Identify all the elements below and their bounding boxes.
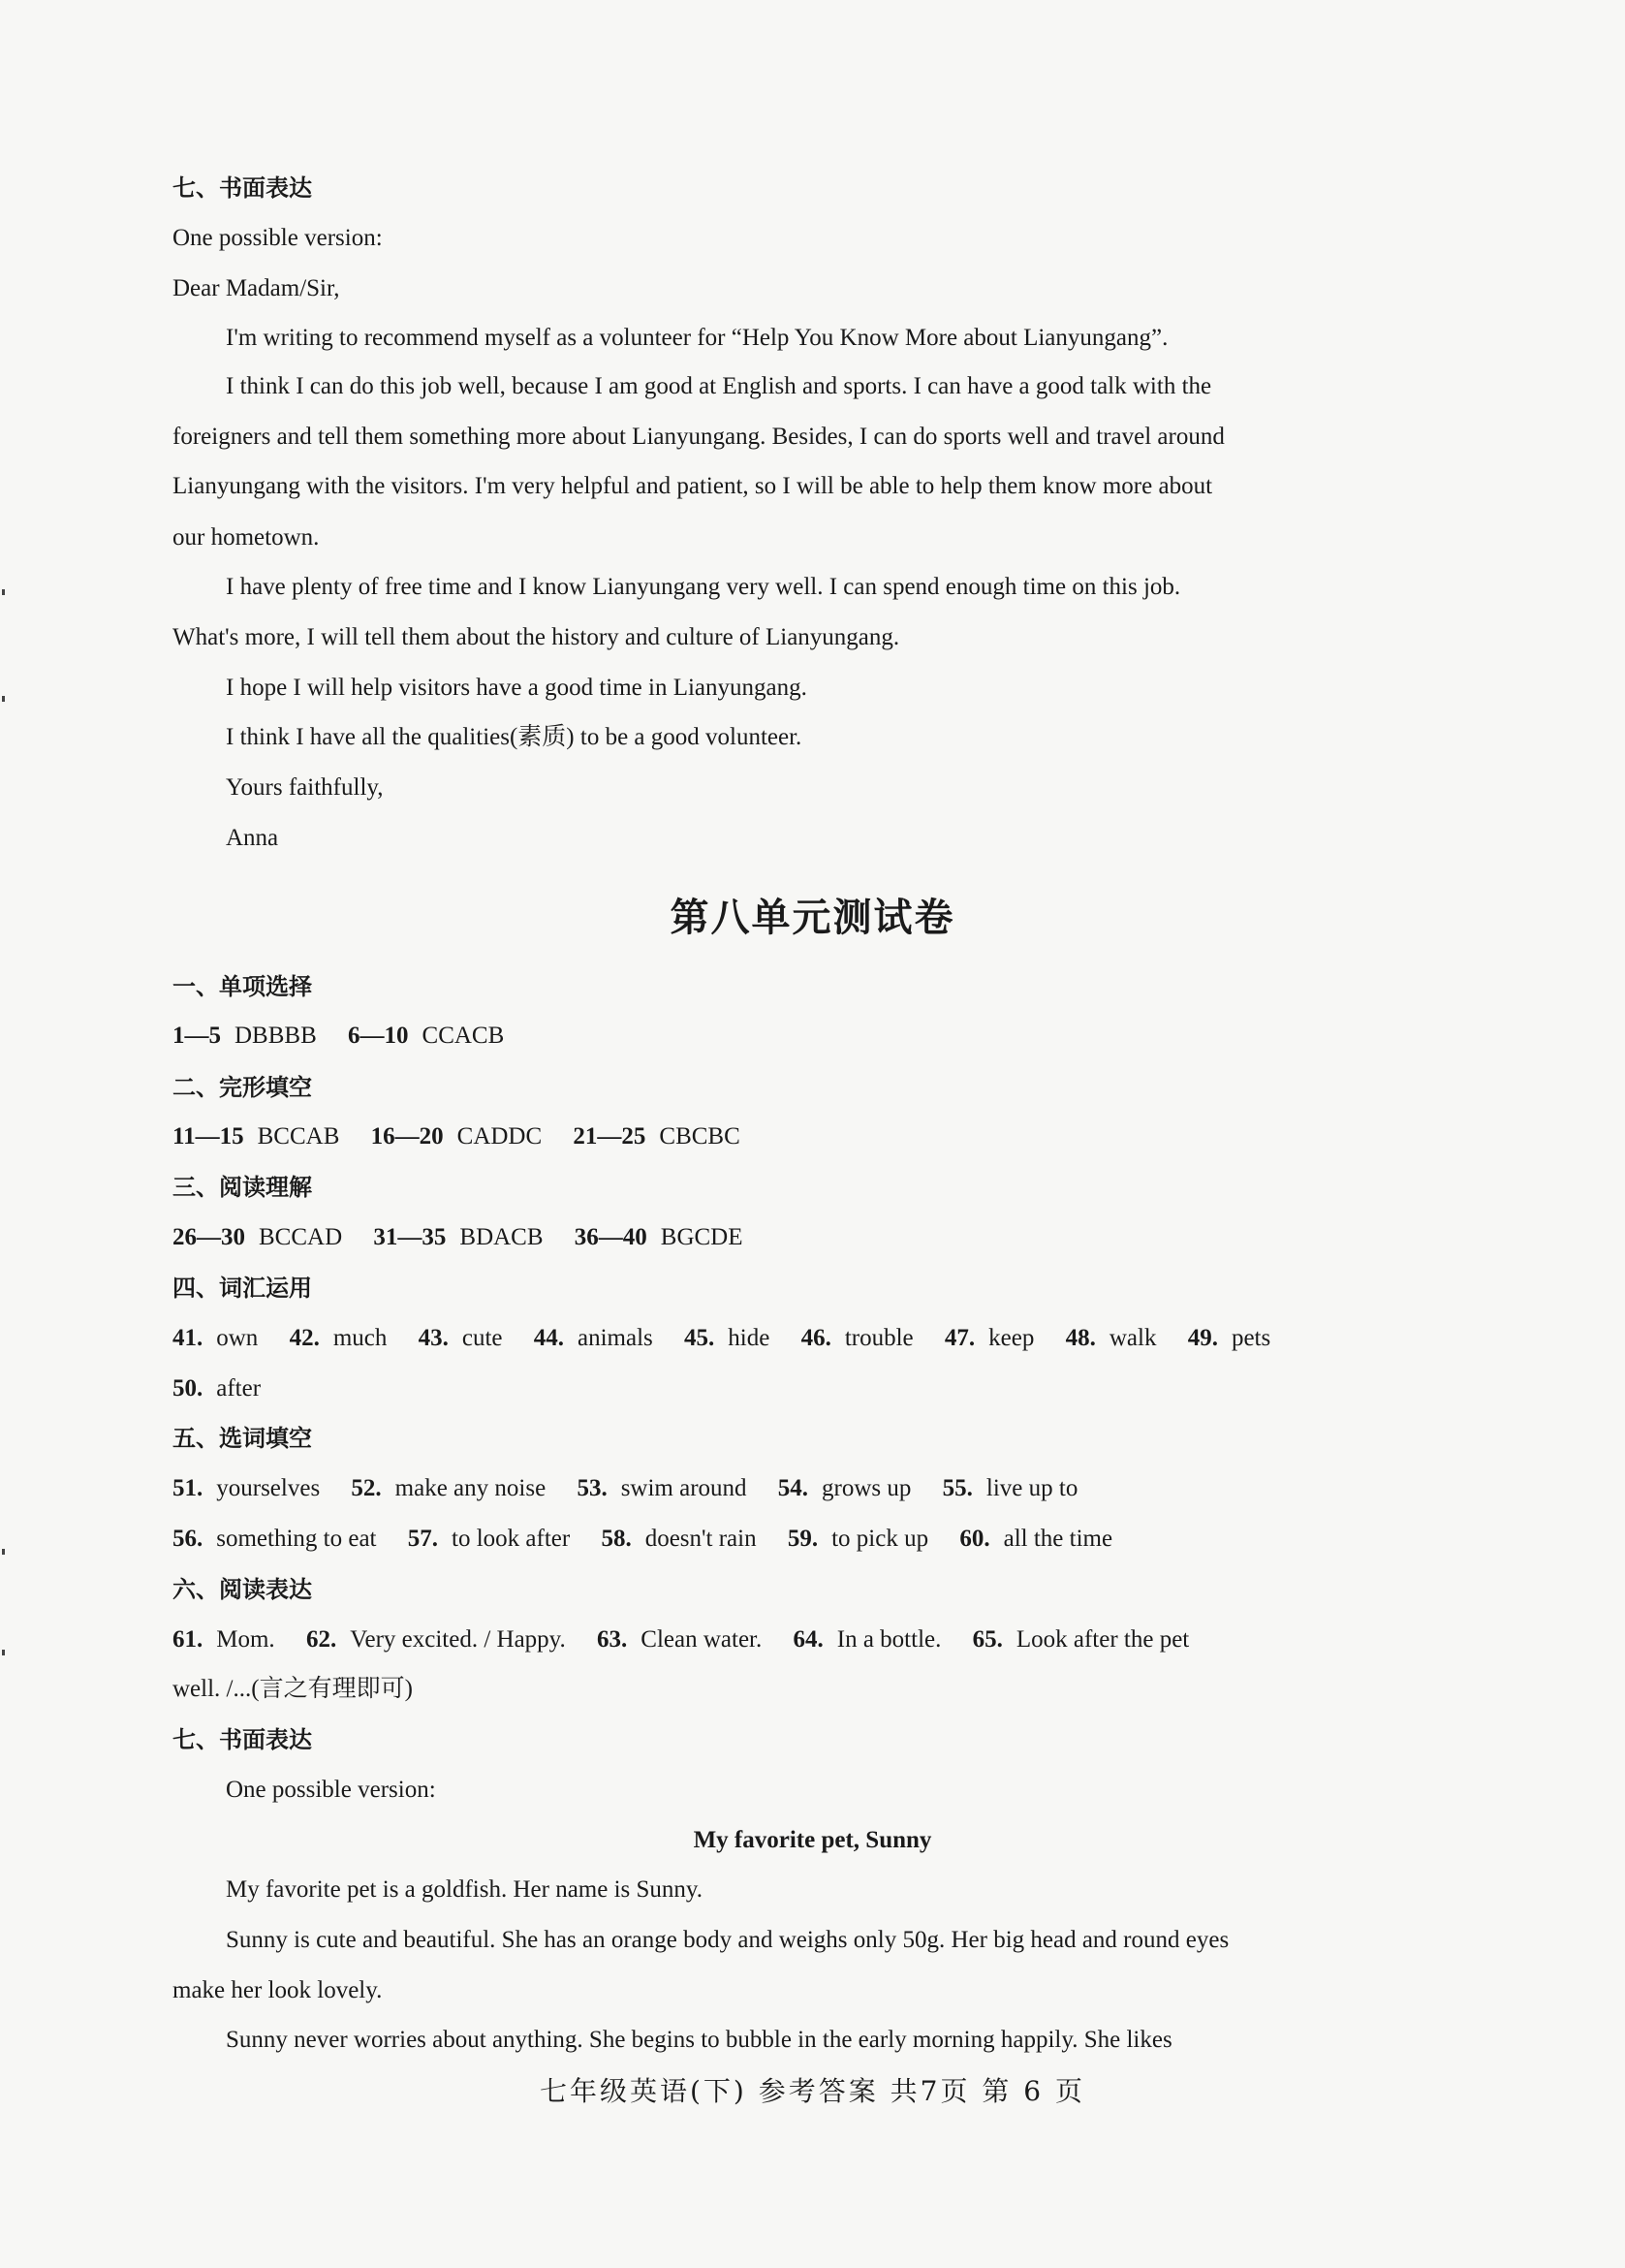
answer-value: to look after [452, 1526, 571, 1552]
answer-number: 21—25 [573, 1123, 646, 1150]
answer-number: 31—35 [373, 1224, 447, 1250]
answer-number: 63. [597, 1626, 628, 1653]
section-heading: 六、阅读表达 [172, 1576, 312, 1603]
answer-number: 55. [942, 1475, 973, 1501]
answer-number: 36—40 [574, 1224, 647, 1250]
answer-value: grows up [822, 1475, 912, 1501]
answer-value: all the time [1003, 1526, 1113, 1552]
answer-value: Look after the pet [1016, 1626, 1190, 1653]
text-line: our hometown. [172, 524, 320, 551]
answer-value: In a bottle. [836, 1626, 942, 1653]
answer-value: cute [461, 1325, 503, 1351]
answer-value: much [332, 1325, 388, 1351]
answer-number: 54. [777, 1475, 809, 1501]
answer-value: live up to [985, 1475, 1078, 1501]
answer-number: 6—10 [348, 1023, 409, 1049]
answer-number: 58. [601, 1526, 632, 1552]
answer-number: 46. [800, 1325, 831, 1351]
text-line: well. /...(言之有理即可) [172, 1676, 413, 1702]
answer-value: DBBBB [234, 1023, 317, 1049]
answer-value: after [216, 1375, 262, 1402]
answer-number: 47. [944, 1325, 976, 1351]
text-line: What's more, I will tell them about the history and culture of Lianyungang. [172, 624, 900, 650]
section-heading: 七、书面表达 [172, 1726, 312, 1753]
text-line: One possible version: [172, 225, 383, 251]
answer-value: BGCDE [660, 1224, 743, 1250]
text-line: make her look lovely. [172, 1977, 383, 2003]
text-line: I think I can do this job well, because I am good at English and sports. I can have a good talk with the [226, 373, 1212, 399]
section-heading: 四、词汇运用 [172, 1275, 312, 1302]
section-heading: 二、完形填空 [172, 1074, 312, 1101]
answer-value: yourselves [216, 1475, 321, 1501]
answer-number: 53. [577, 1475, 608, 1501]
answer-value: animals [578, 1325, 653, 1351]
answer-number: 61. [172, 1626, 203, 1653]
answer-number: 49. [1187, 1325, 1218, 1351]
answer-number: 57. [407, 1526, 438, 1552]
answer-value: make any noise [394, 1475, 547, 1501]
answer-number: 52. [351, 1475, 382, 1501]
text-line: I think I have all the qualities(素质) to be a good volunteer. [226, 724, 802, 750]
text-line: Sunny never worries about anything. She begins to bubble in the early morning happily. She likes [226, 2027, 1172, 2053]
answer-row [172, 1322, 1452, 1355]
answer-number: 59. [787, 1526, 819, 1552]
answer-number: 11—15 [172, 1123, 244, 1150]
text-line: foreigners and tell them something more about Lianyungang. Besides, I can do sports well and travel around [172, 424, 1225, 450]
answer-value: own [216, 1325, 259, 1351]
answer-value: keep [988, 1325, 1035, 1351]
answer-value: to pick up [831, 1526, 929, 1552]
text-line: I hope I will help visitors have a good time in Lianyungang. [226, 675, 807, 701]
section-heading: 七、书面表达 [172, 174, 312, 202]
page-footer: 七年级英语(下) 参考答案 共7页 第 6 页 [540, 2075, 1085, 2107]
answer-value: BDACB [459, 1224, 544, 1250]
answer-number: 48. [1065, 1325, 1096, 1351]
scan-mark [2, 1650, 5, 1655]
answer-number: 43. [418, 1325, 449, 1351]
answer-number: 45. [684, 1325, 715, 1351]
text-line: Yours faithfully, [226, 774, 384, 801]
text-line: Dear Madam/Sir, [172, 275, 340, 301]
answer-row [172, 1120, 1452, 1153]
scan-mark [2, 696, 5, 702]
answer-value: something to eat [216, 1526, 377, 1552]
section-heading: 三、阅读理解 [172, 1174, 312, 1201]
answer-number: 41. [172, 1325, 203, 1351]
answer-value: BCCAD [259, 1224, 343, 1250]
answer-value: CBCBC [659, 1123, 740, 1150]
text-line: I have plenty of free time and I know Lianyungang very well. I can spend enough time on this job. [226, 574, 1181, 600]
answer-number: 60. [959, 1526, 990, 1552]
answer-value: CCACB [422, 1023, 505, 1049]
answer-value: pets [1231, 1325, 1271, 1351]
answer-value: CADDC [456, 1123, 543, 1150]
answer-row [172, 1623, 1452, 1656]
essay-title: My favorite pet, Sunny [693, 1827, 932, 1853]
answer-number: 50. [172, 1375, 203, 1402]
text-line: Anna [226, 825, 279, 851]
answer-row [172, 1020, 1452, 1053]
answer-row [172, 1372, 1452, 1405]
answer-row [172, 1472, 1452, 1505]
answer-number: 42. [289, 1325, 320, 1351]
answer-number: 62. [305, 1626, 337, 1653]
answer-value: BCCAB [257, 1123, 340, 1150]
answer-value: Very excited. / Happy. [350, 1626, 566, 1653]
text-line: Sunny is cute and beautiful. She has an orange body and weighs only 50g. Her big head and round eyes [226, 1927, 1230, 1953]
scan-mark [2, 1549, 5, 1555]
text-line: One possible version: [226, 1777, 436, 1803]
answer-value: swim around [620, 1475, 747, 1501]
page-title: 第八单元测试卷 [670, 896, 955, 940]
answer-value: Clean water. [641, 1626, 763, 1653]
answer-row [172, 1221, 1452, 1254]
text-line: My favorite pet is a goldfish. Her name is Sunny. [226, 1876, 703, 1903]
answer-value: walk [1109, 1325, 1157, 1351]
text-line: Lianyungang with the visitors. I'm very helpful and patient, so I will be able to help them know more about [172, 473, 1213, 499]
answer-value: hide [728, 1325, 770, 1351]
scan-mark [2, 589, 5, 595]
answer-value: doesn't rain [644, 1526, 757, 1552]
answer-value: Mom. [216, 1626, 275, 1653]
answer-number: 44. [533, 1325, 564, 1351]
section-heading: 一、单项选择 [172, 973, 312, 1000]
answer-value: trouble [844, 1325, 914, 1351]
answer-row [172, 1523, 1452, 1556]
answer-number: 56. [172, 1526, 203, 1552]
answer-number: 26—30 [172, 1224, 245, 1250]
answer-number: 65. [972, 1626, 1003, 1653]
answer-number: 16—20 [370, 1123, 444, 1150]
answer-number: 64. [793, 1626, 824, 1653]
text-line: I'm writing to recommend myself as a volunteer for “Help You Know More about Lianyungang”. [226, 325, 1169, 351]
answer-number: 1—5 [172, 1023, 221, 1049]
answer-number: 51. [172, 1475, 203, 1501]
section-heading: 五、选词填空 [172, 1425, 312, 1452]
